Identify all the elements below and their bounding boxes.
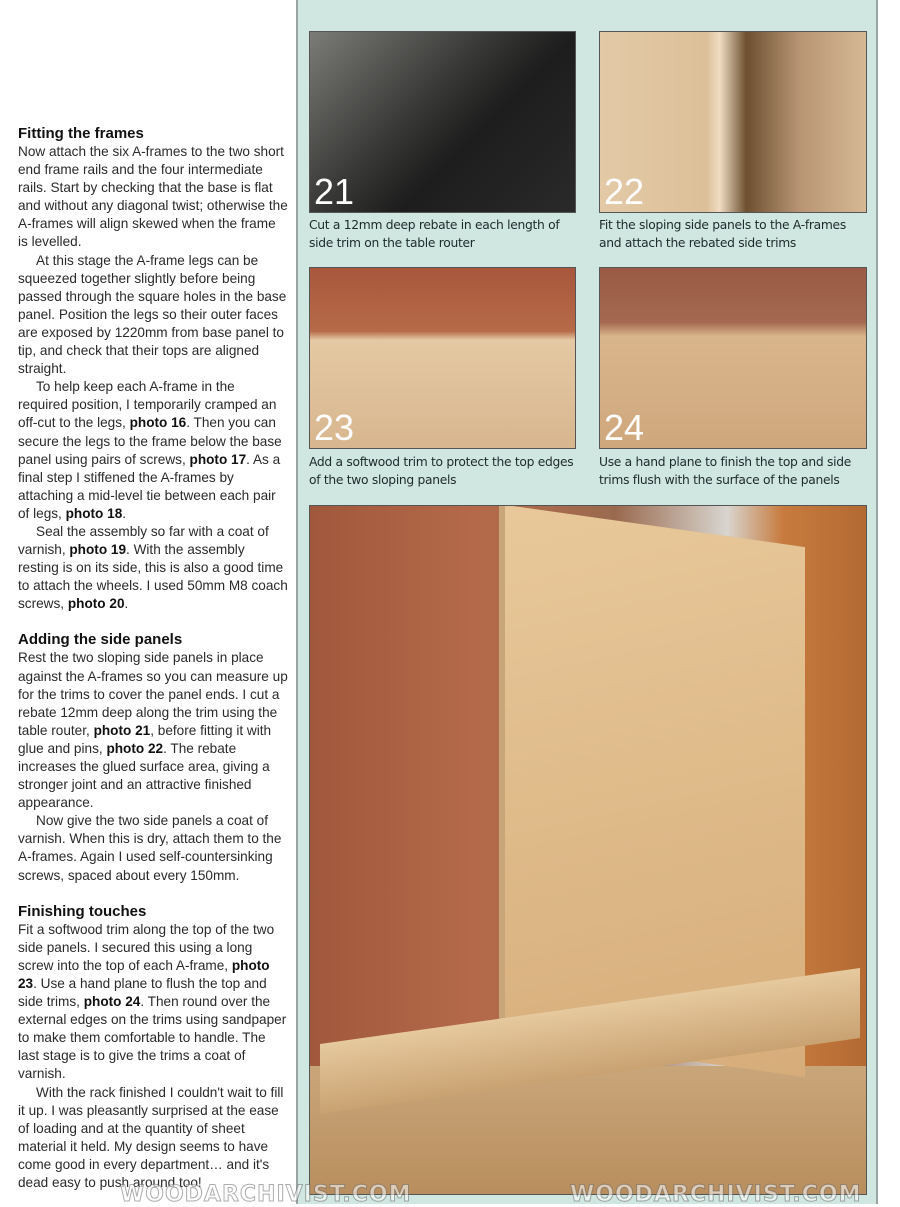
finished-rack-photo	[309, 505, 867, 1195]
section-heading: Fitting the frames	[18, 125, 144, 142]
photo-reference: photo 18	[65, 505, 123, 521]
text-run: Seal the assembly so far with a coat of varnish,	[18, 523, 269, 558]
watermark-text: WOODARCHIVIST.COM	[120, 1182, 412, 1207]
text-run: . Then you can secure the legs to the frame below the base panel using pairs of screws,	[18, 415, 282, 467]
panel-border	[876, 0, 878, 1204]
section-heading: Adding the side panels	[18, 631, 183, 649]
text-run: To help keep each A-frame in the required position, I temporarily cramped an off-cut to the legs,	[18, 379, 277, 431]
paragraph	[18, 649, 288, 812]
photo-number: 22	[604, 171, 645, 212]
text-run: Rest the two sloping side panels in place against the A-frames so you can measure up for the trims to cover the panel ends. I cut a rebate 12mm deep along the trim using the table router,	[18, 650, 288, 738]
text-run: , before fitting it with glue and pins,	[18, 722, 272, 756]
watermark-text: WOODARCHIVIST.COM	[570, 1182, 862, 1207]
photo-24	[599, 267, 867, 449]
text-run: .	[124, 596, 129, 612]
section-heading: Finishing touches	[18, 902, 147, 920]
paragraph	[18, 378, 288, 523]
photo-reference: photo 21	[93, 722, 151, 738]
text-run: .	[122, 505, 127, 521]
paragraph: With the rack finished I couldn't wait to fill it up. I was pleasantly surprised at the ease of loading and at the quantity of sheet material it held. My design seems to have come good in every department… and it's dead easy to push around too!	[18, 1084, 284, 1190]
photo-reference: photo 20	[67, 596, 125, 612]
paragraph	[18, 523, 288, 613]
article-column	[0, 0, 296, 1204]
photo-caption: Fit the sloping side panels to the A-frames and attach the rebated side trims	[599, 218, 846, 250]
photo-reference: photo 22	[106, 740, 164, 756]
photo-reference: photo 17	[189, 451, 247, 467]
paragraph: At this stage the A-frame legs can be squeezed together slightly before being passed through the square holes in the base panel. Position the legs so their outer faces are exposed by 1220mm from base panel to tip, and check that their tops are aligned straight.	[18, 252, 287, 377]
photo-caption: Add a softwood trim to protect the top edges of the two sloping panels	[309, 455, 574, 487]
photo-reference: photo 16	[129, 415, 187, 431]
photo-caption: Cut a 12mm deep rebate in each length of side trim on the table router	[309, 218, 560, 250]
photo-number: 23	[314, 407, 355, 448]
paragraph	[18, 921, 288, 1084]
article-text	[18, 124, 288, 1192]
text-run: . Then round over the external edges on the trims using sandpaper to make them comfortable to handle. The last stage is to give the trims a coat of varnish.	[18, 994, 287, 1082]
photo-reference: photo 23	[18, 957, 270, 991]
photo-reference: photo 19	[69, 542, 127, 558]
photo-caption: Use a hand plane to finish the top and side trims flush with the surface of the panels	[599, 455, 851, 487]
paragraph: Now attach the six A-frames to the two short end frame rails and the four intermediate rails. Start by checking that the base is flat and without any diagonal twist; otherwise the A-frames will align skewed when the frame is levelled.	[18, 144, 288, 250]
text-run: . The rebate increases the glued surface area, giving a stronger joint and an attractive finished appearance.	[18, 740, 270, 811]
photo-21	[309, 31, 576, 213]
photo-number: 24	[604, 407, 645, 448]
text-run: . As a final step I stiffened the A-frames by attaching a mid-level tie between each pair of legs,	[18, 451, 281, 521]
photo-23	[309, 267, 576, 449]
photo-reference: photo 24	[83, 994, 141, 1010]
text-run: . Use a hand plane to flush the top and side trims,	[18, 975, 267, 1010]
photo-22	[599, 31, 867, 213]
photo-number: 21	[314, 171, 355, 212]
paragraph: Now give the two side panels a coat of varnish. When this is dry, attach them to the A-frames. Again I used self-countersinking screws, spaced about every 150mm.	[18, 813, 282, 883]
text-run: Fit a softwood trim along the top of the two side panels. I secured this using a long screw into the top of each A-frame,	[18, 921, 275, 973]
text-run: . With the assembly resting is on its side, this is also a good time to attach the wheels. I used 50mm M8 coach screws,	[18, 542, 288, 612]
